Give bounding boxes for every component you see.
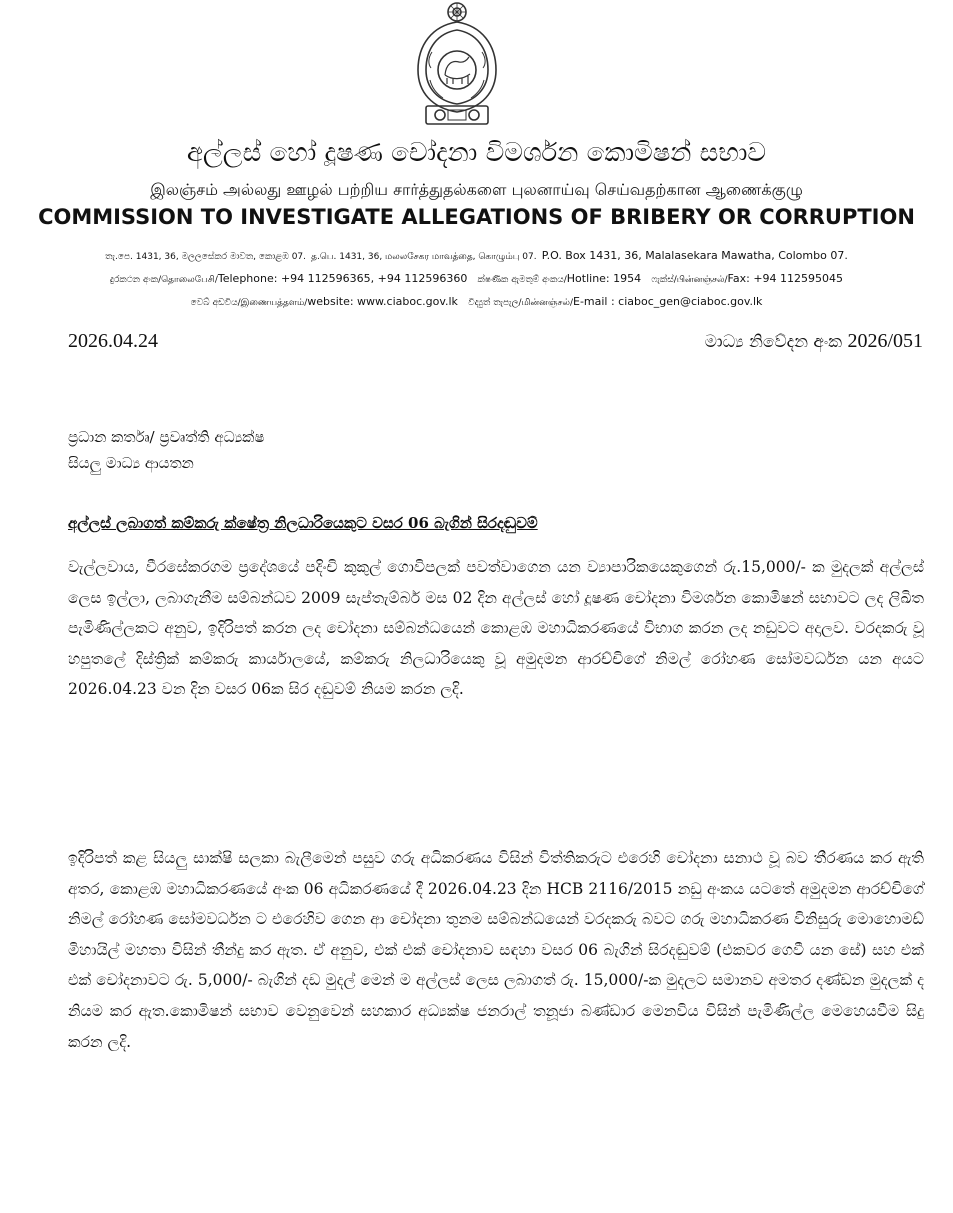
hotline-label: ක්ෂණික ඇමතුම් අංකය/ xyxy=(477,275,567,285)
commission-title-english: COMMISSION TO INVESTIGATE ALLEGATIONS OF BRIBERY OR CORRUPTION xyxy=(38,205,915,229)
fax-label: ෆැක්ස්/பின்னஞ்சல்/ xyxy=(651,275,728,285)
media-release-label: මාධ්‍ය නිවේදන අංක xyxy=(704,332,843,352)
phone-line xyxy=(0,267,953,286)
web-line xyxy=(0,290,953,309)
address-tamil: த.பெ. 1431, 36, மலலசேகர மாவத்தை, கொழும்பு 07. xyxy=(311,252,537,262)
address-english: P.O. Box 1431, 36, Malalasekara Mawatha, Colombo 07. xyxy=(541,249,848,262)
addressee-line-1: ප්‍රධාන කර්තෘ/ ප්‍රවෘත්ති අධ්‍යක්ෂ xyxy=(68,428,265,446)
sri-lanka-state-emblem-icon xyxy=(412,0,502,128)
email-link[interactable]: E-mail : ciaboc_gen@ciaboc.gov.lk xyxy=(573,295,763,308)
telephone-label: දුරකථන අංක/தொலைபேசி/ xyxy=(109,275,218,285)
telephone-value: Telephone: +94 112596365, +94 112596360 xyxy=(217,272,468,285)
email-label: විද්‍යුත් තැපැල/மின்னஞ்சல்/ xyxy=(468,298,573,308)
release-heading: අල්ලස් ලබාගත් කම්කරු ක්ෂේත්‍ර නිලධාරියෙකුට වසර 06 බැගින් සිරදඬුවම් xyxy=(68,514,538,532)
website-link[interactable]: website: www.ciaboc.gov.lk xyxy=(307,295,458,308)
website-label: වෙබ් අඩවිය/இணையத்தளம்/ xyxy=(190,298,308,308)
media-release-value: 2026/051 xyxy=(847,330,923,352)
commission-title-tamil: இலஞ்சம் அல்லது ஊழல் பற்றிய சார்த்துதல்களை புலனாய்வு செய்வதற்கான ஆணைக்குழு xyxy=(150,180,803,199)
address-sinhala: තැ.පෙ. 1431, 36, මලලසේකර මාවත, කොළඹ 07. xyxy=(105,252,307,262)
addressee-line-2: සියලු මාධ්‍ය ආයතන xyxy=(68,454,194,472)
body-paragraph-2: ඉදිරිපත් කළ සියලු සාක්ෂි සලකා බැලීමෙන් පසුව ගරු අධිකරණය විසින් විත්තිකරුට එරෙහි චෝදනා සනාථ වූ බව තීරණය කර ඇති අතර, කොළඹ මහාධිකරණයේ අංක 06 අධිකරණයේ දී 2026.04.23 දින HCB 2116/2015 නඩු අංකය යටතේ අමුදමන ආරච්චිගේ නිමල් රෝහණ සෝමවර්ධන ට එරෙහිව ගෙන ආ චෝදනා තුනම සම්බන්ධයෙන් වරදකරු බවට ගරු මහාධිකරණ විනිසුරු මොහොමඩ් මිහායිල් මහතා විසින් තීන්දු කර ඇත. ඒ අනුව, එක් එක් චෝදනාව සඳහා වසර 06 බැගින් සිරදඬුවම් (එකවර ගෙවී යන සේ) සහ එක් එක් චෝදනාවට රු. 5,000/- බැගින් දඩ මුදල් මෙන් ම අල්ලස් ලෙස ලබාගත් රු. 15,000/-ක මුදලට සමානව අමතර දණ්ඩන මුදලක් ද නියම කර ඇත.කොමිෂන් සභාව වෙනුවෙන් සහකාර අධ්‍යක්ෂ ජනරාල් තනූජා බණ්ඩාර මෙනවිය විසින් පැමිණිල්ල මෙහෙයවීම සිදු කරන ලදි. xyxy=(68,849,924,1051)
body-paragraph-1: වැල්ලවාය, වීරසේකරගම ප්‍රදේශයේ පදිංචි කුකුල් ගොවිපලක් පවත්වාගෙන යන ව්‍යාපාරිකයෙකුගෙන් රු.15,000/- ක මුදලක් අල්ලස් ලෙස ඉල්ලා, ලබාගැනීම සම්බන්ධව 2009 සැප්තැම්බර් මස 02 දින අල්ලස් හෝ දූෂණ චෝදනා විමර්ශන කොමිෂන් සභාවට ලද ලිඛිත පැමිණිල්ලකට අනුව, ඉදිරිපත් කරන ලද චෝදනා සම්බන්ධයෙන් කොළඹ මහාධිකරණයේ විභාග කරන ලද නඩුවට අදාලව. වරදකරු වූ හපුතලේ දිස්ත්‍රික් කම්කරු කාර්යාලයේ, කම්කරු නිලධාරියෙකු වූ අමුදමන ආරච්චිගේ නිමල් රෝහණ සෝමවර්ධන යන අයට 2026.04.23 වන දින වසර 06ක සිර දඬුවම් නියම කරන ලදි. xyxy=(68,558,924,699)
fax-value: Fax: +94 112595045 xyxy=(727,272,844,285)
commission-title-sinhala: අල්ලස් හෝ දූෂණ චෝදනා විමර්ශන කොමිෂන් සභාව xyxy=(186,138,767,168)
release-date: 2026.04.24 xyxy=(68,330,158,352)
media-release-number xyxy=(705,330,923,353)
hotline-value: Hotline: 1954 xyxy=(566,272,642,285)
address-line xyxy=(0,244,953,263)
